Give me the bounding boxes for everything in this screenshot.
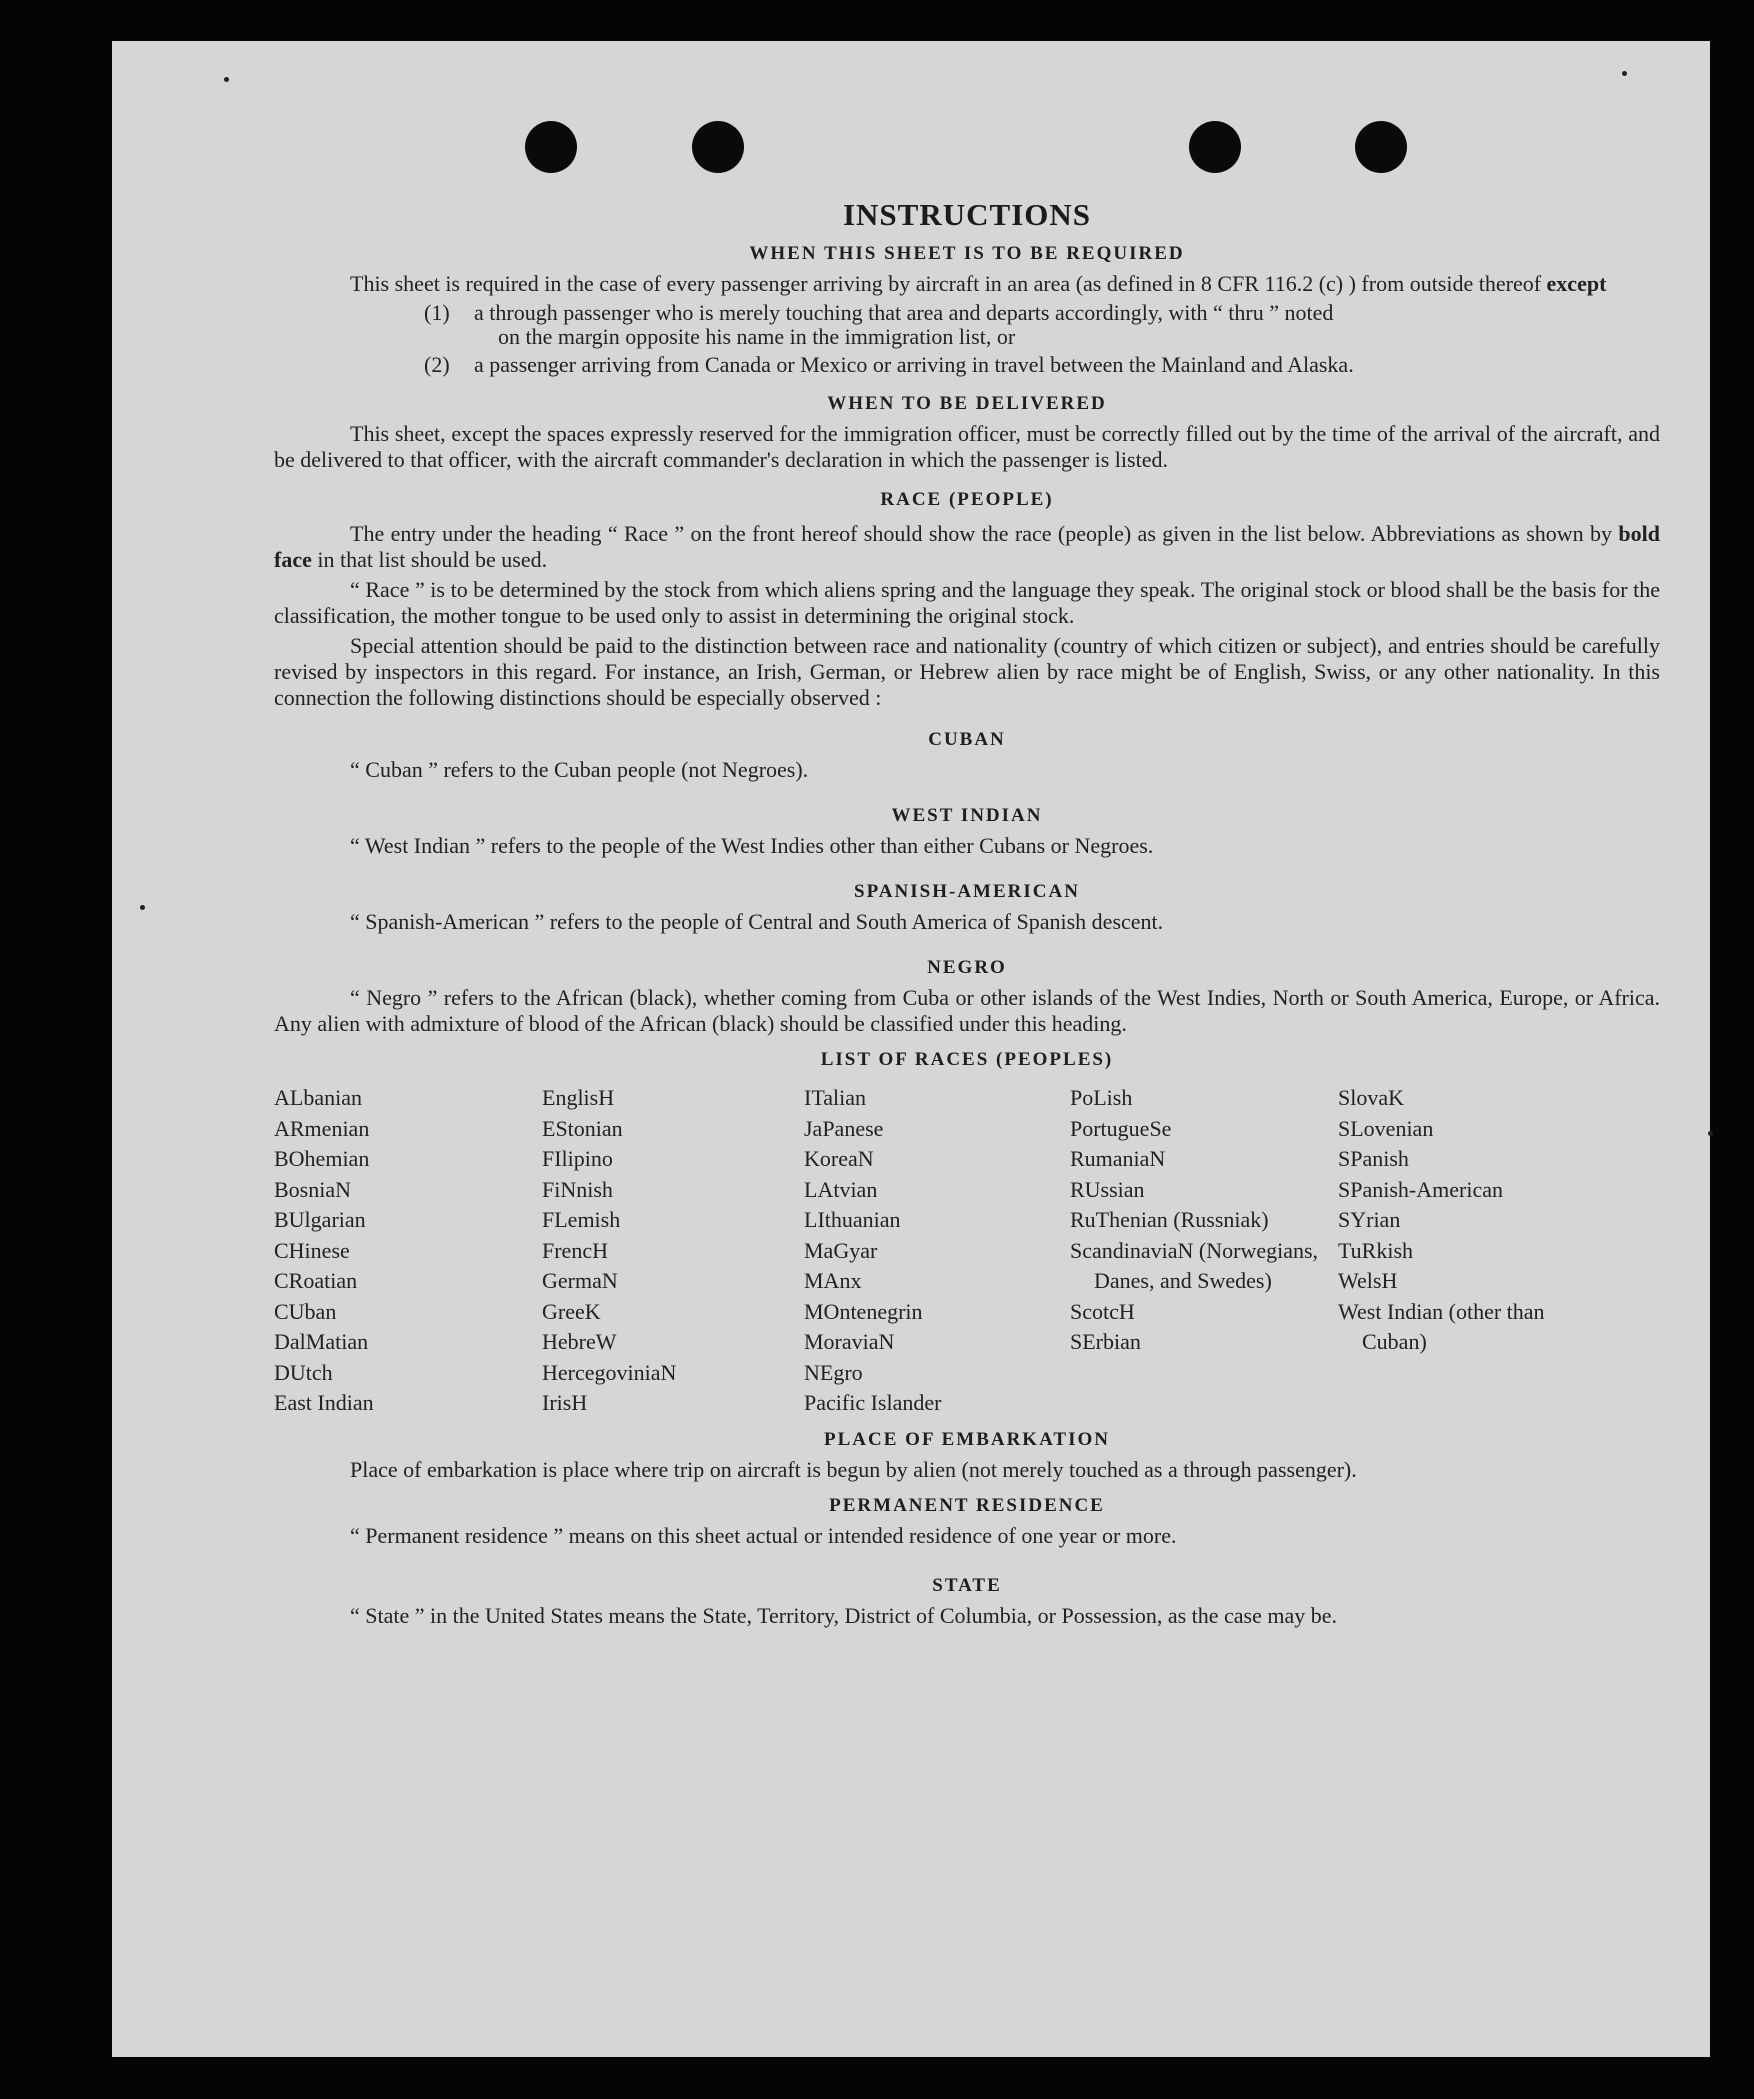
race-paragraph-3: Special attention should be paid to the distinction between race and nationality (country of which citizen or subject), and entries should be carefully revised by inspectors in this regard. For instance, an Irish, German, or Hebrew alien by race might be of English, Swiss, or any other nationality. In this connection the following distinctions should be especially observed : bbox=[274, 633, 1660, 710]
heading-list-of-races: LIST OF RACES (PEOPLES) bbox=[820, 1049, 1114, 1070]
race-entry: RumaniaN bbox=[1070, 1146, 1166, 1171]
race-entry: NEgro bbox=[804, 1359, 863, 1385]
heading-delivered: WHEN TO BE DELIVERED bbox=[827, 393, 1107, 414]
race-entry: KoreaN bbox=[804, 1146, 874, 1171]
races-column bbox=[542, 1083, 804, 1419]
race-paragraph-1: The entry under the heading “ Race ” on the front hereof should show the race (people) as given in the list below. Abbreviations as shown by bold face in that list should be used. bbox=[274, 521, 1660, 572]
race-entry: CHinese bbox=[274, 1237, 350, 1263]
heading-spanish-american: SPANISH-AMERICAN bbox=[854, 881, 1080, 902]
race-entry: West Indian (other than Cuban) bbox=[1338, 1298, 1545, 1354]
race-entry: TuRkish bbox=[1338, 1237, 1414, 1263]
race-entry: BOhemian bbox=[274, 1146, 370, 1171]
heading-race: RACE (PEOPLE) bbox=[880, 489, 1054, 510]
instructions-body bbox=[274, 153, 1660, 1629]
document-sheet bbox=[112, 41, 1710, 2057]
race-entry: EnglisH bbox=[542, 1085, 615, 1110]
race-entry: SLovenian bbox=[1338, 1115, 1434, 1141]
heading-west-indian: WEST INDIAN bbox=[891, 805, 1043, 826]
race-paragraph-2: “ Race ” is to be determined by the stock from which aliens spring and the language they speak. The original stock or blood shall be the basis for the classification, the mother tongue to be used only to assist in determining the original stock. bbox=[274, 577, 1660, 628]
page-title: INSTRUCTIONS bbox=[842, 197, 1091, 232]
races-column bbox=[274, 1083, 542, 1419]
delivered-text: This sheet, except the spaces expressly reserved for the immigration officer, must be correctly filled out by the time of the arrival of the aircraft, and be delivered to that officer, with the aircraft commander's declaration in which the passenger is listed. bbox=[274, 421, 1660, 472]
race-entry: GermaN bbox=[542, 1268, 618, 1293]
race-entry: MaGyar bbox=[804, 1237, 878, 1263]
race-entry: PortugueSe bbox=[1070, 1115, 1172, 1141]
races-column bbox=[1070, 1083, 1338, 1419]
race-entry: JaPanese bbox=[804, 1115, 884, 1141]
race-entry: GreeK bbox=[542, 1298, 601, 1324]
heading-embarkation: PLACE OF EMBARKATION bbox=[824, 1428, 1110, 1450]
embarkation-text: Place of embarkation is place where trip on aircraft is begun by alien (not merely touched as a through passenger). bbox=[350, 1456, 1357, 1482]
negro-text: “ Negro ” refers to the African (black), whether coming from Cuba or other islands of the West Indies, North or South America, Europe, or Africa. Any alien with admixture of blood of the African (black) should be classified under this heading. bbox=[274, 985, 1660, 1036]
race-entry: BUlgarian bbox=[274, 1207, 366, 1232]
race-entry: RUssian bbox=[1070, 1176, 1145, 1202]
scan-speck bbox=[1622, 71, 1627, 76]
race-entry: East Indian bbox=[274, 1390, 374, 1415]
exception-item: (1) a through passenger who is merely touching that area and departs accordingly, with “ thru ” noted on the margin opposite his name in the immigration list, or bbox=[424, 300, 1334, 349]
heading-cuban: CUBAN bbox=[928, 729, 1006, 750]
race-entry: ITalian bbox=[804, 1085, 866, 1110]
race-entry: SYrian bbox=[1338, 1207, 1401, 1232]
race-entry: LIthuanian bbox=[804, 1207, 901, 1232]
heading-state: STATE bbox=[932, 1574, 1002, 1596]
race-entry: FLemish bbox=[542, 1207, 621, 1232]
race-entry: Pacific Islander bbox=[804, 1390, 942, 1415]
race-entry: FiNnish bbox=[542, 1176, 613, 1202]
race-entry: MOntenegrin bbox=[804, 1298, 923, 1324]
race-entry: CRoatian bbox=[274, 1268, 358, 1293]
exception-item: (2) a passenger arriving from Canada or Mexico or arriving in travel between the Mainland and Alaska. bbox=[424, 352, 1354, 377]
heading-negro: NEGRO bbox=[927, 957, 1007, 978]
race-entry: DalMatian bbox=[274, 1329, 369, 1354]
race-entry: ALbanian bbox=[274, 1085, 362, 1110]
race-entry: SlovaK bbox=[1338, 1085, 1404, 1110]
race-entry: EStonian bbox=[542, 1115, 623, 1141]
race-entry: MoraviaN bbox=[804, 1329, 895, 1354]
race-entry: MAnx bbox=[804, 1268, 862, 1293]
race-entry: RuThenian (Russniak) bbox=[1070, 1207, 1269, 1232]
race-entry: BosniaN bbox=[274, 1176, 351, 1202]
race-entry: WelsH bbox=[1338, 1268, 1398, 1293]
race-entry: HercegoviniaN bbox=[542, 1359, 677, 1385]
race-entry: DUtch bbox=[274, 1359, 333, 1385]
race-entry: SPanish-American bbox=[1338, 1176, 1503, 1202]
race-entry: ARmenian bbox=[274, 1115, 370, 1141]
scan-speck bbox=[224, 77, 229, 82]
race-entry: SPanish bbox=[1338, 1146, 1409, 1171]
race-entry: CUban bbox=[274, 1298, 337, 1324]
race-entry: PoLish bbox=[1070, 1085, 1133, 1110]
scan-speck bbox=[1708, 1131, 1713, 1136]
heading-required: WHEN THIS SHEET IS TO BE REQUIRED bbox=[749, 243, 1185, 264]
races-column bbox=[1338, 1083, 1558, 1419]
race-entry: FrencH bbox=[542, 1237, 608, 1263]
cuban-text: “ Cuban ” refers to the Cuban people (not Negroes). bbox=[350, 757, 809, 782]
races-column bbox=[804, 1083, 1070, 1419]
required-intro: This sheet is required in the case of every passenger arriving by aircraft in an area (as defined in 8 CFR 116.2 (c) ) from outside thereof except bbox=[350, 271, 1607, 296]
race-entry: SErbian bbox=[1070, 1329, 1141, 1354]
race-entry: IrisH bbox=[542, 1390, 588, 1415]
residence-text: “ Permanent residence ” means on this sheet actual or intended residence of one year or more. bbox=[350, 1522, 1177, 1548]
race-entry: FIlipino bbox=[542, 1146, 613, 1171]
west-indian-text: “ West Indian ” refers to the people of the West Indies other than either Cubans or Negroes. bbox=[350, 833, 1154, 858]
race-entry: HebreW bbox=[542, 1329, 617, 1354]
races-table bbox=[274, 1083, 1660, 1419]
scan-speck bbox=[140, 905, 145, 910]
state-text: “ State ” in the United States means the State, Territory, District of Columbia, or Possession, as the case may be. bbox=[350, 1602, 1338, 1628]
race-entry: ScotcH bbox=[1070, 1298, 1135, 1324]
spanish-american-text: “ Spanish-American ” refers to the people of Central and South America of Spanish descent. bbox=[350, 909, 1164, 934]
race-entry: ScandinaviaN (Norwegians, Danes, and Swedes) bbox=[1070, 1237, 1319, 1293]
race-entry: LAtvian bbox=[804, 1176, 878, 1202]
heading-residence: PERMANENT RESIDENCE bbox=[829, 1494, 1105, 1516]
